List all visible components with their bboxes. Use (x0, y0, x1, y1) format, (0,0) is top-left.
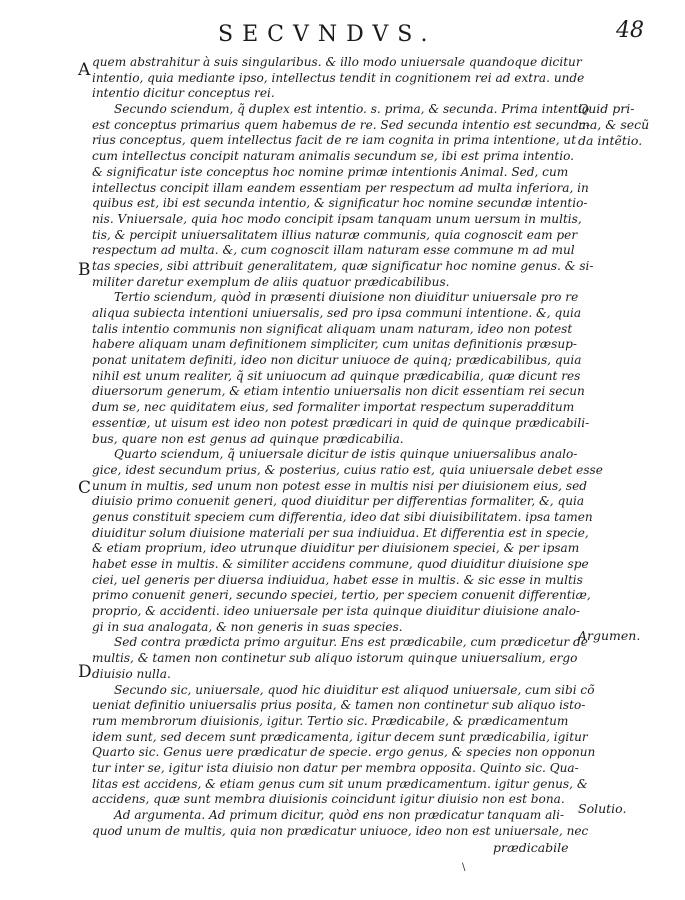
margin-note-line: ma, & secũ (578, 117, 650, 132)
margin-note-line: Solutio. (578, 801, 627, 816)
margin-note-line: Quid pri- (578, 101, 635, 116)
running-head: SECVNDVS. (218, 22, 437, 47)
text-line: accidens, quæ sunt membra diuisionis coincidunt igitur diuisio non est bona. (92, 792, 565, 807)
margin-letter-c: C (78, 478, 92, 498)
text-line: quod unum de multis, quia non prædicatur uniuoce, ideo non est uniuersale, nec (92, 823, 589, 838)
text-line: tis, & percipit uniuersalitatem illius naturæ communis, quia cognoscit eam per (92, 227, 578, 242)
text-line: intellectus concipit illam eandem essentiam per respectum ad multa inferiora, in (92, 180, 589, 195)
text-line: rius conceptus, quem intellectus facit de re iam cognita in prima intentione, ut (92, 133, 577, 148)
text-line: proprio, & accidenti. ideo uniuersale per ista quinque diuiditur diuisione analo- (92, 604, 581, 619)
text-line: Tertio sciendum, quòd in præsenti diuisione non diuiditur uniuersale pro re (114, 290, 579, 305)
text-line: tur inter se, igitur ista diuisio non datur per membra opposita. Quinto sic. Qua- (92, 760, 579, 775)
margin-letter-b: B (78, 260, 91, 280)
text-line: quem abstrahitur à suis singularibus. & illo modo uniuersale quandoque dicitur (92, 55, 582, 69)
text-line: Quarto sciendum, q̃ uniuersale dicitur de istis quinque uniuersalibus analo- (114, 447, 578, 462)
text-line: diuersorum generum, & etiam intentio uniuersalis non dicit essentiam rei secun (92, 384, 585, 399)
text-line: essentiæ, ut uisum est ideo non potest prædicari in quid de quinque prædicabili- (92, 415, 590, 430)
text-line: idem sunt, sed decem sunt prædicamenta, igitur decem sunt prædicabilia, igitur (92, 729, 588, 744)
text-line: Secundo sic, uniuersale, quod hic diuiditur est aliquod uniuersale, cum sibi cõ (114, 682, 595, 697)
text-line: cum intellectus concipit naturam animalis secundum se, ibi est prima intentio. (92, 149, 575, 164)
text-line: quibus est, ibi est secunda intentio, & significatur hoc nomine secundæ intentio- (92, 196, 588, 211)
text-line: diuiditur solum diuisione materiali per sua indiuidua. Et differentia est in specie, (92, 525, 589, 540)
text-line: ueniat definitio uniuersalis prius posita, & tamen non continetur sub aliquo isto- (92, 698, 586, 713)
text-line: Secundo sciendum, q̃ duplex est intentio. s. prima, & secunda. Prima intentio (114, 102, 590, 117)
text-line: habere aliquam unam definitionem simpliciter, cum unitas definitionis præsup- (92, 337, 577, 352)
margin-note-line: Argumen. (578, 628, 641, 643)
text-line: nihil est unum realiter, q̃ sit uniuocum ad quinque prædicabilia, quæ dicunt res (92, 368, 581, 383)
text-line: gice, idest secundum prius, & posterius, cuius ratio est, quia uniuersale debet esse (92, 462, 603, 477)
text-line: genus constituit speciem cum differentia, ideo dat sibi diuisibilitatem. ipsa tamen (92, 509, 593, 524)
text-line: diuisio nulla. (92, 666, 171, 681)
text-line: militer daretur exemplum de aliis quatuor prædicabilibus. (92, 274, 450, 289)
margin-note-line: da intẽtio. (578, 133, 643, 148)
page-number: 48 (616, 18, 644, 43)
text-line: dum se, nec quiditatem eius, sed formaliter importat respectum superadditum (92, 400, 575, 415)
text-line: primo conuenit generi, secundo speciei, tertio, per speciem conuenit differentiæ, (92, 588, 591, 603)
text-line: ciei, uel generis per diuersa indiuidua, habet esse in multis. & sic esse in multis (92, 572, 583, 587)
margin-letter-a: A (78, 60, 91, 80)
text-line: & etiam proprium, ideo utrunque diuiditur per diuisionem speciei, & per ipsam (92, 541, 580, 556)
stray-mark: \ (462, 862, 466, 873)
text-line: Quarto sic. Genus uere prædicatur de specie. ergo genus, & species non opponun (92, 745, 596, 760)
margin-note-solutio (578, 801, 626, 817)
text-line: rum membrorum diuisionis, igitur. Tertio sic. Prædicabile, & prædicamentum (92, 713, 569, 728)
text-line: Ad argumenta. Ad primum dicitur, quòd ens non prædicatur tanquam ali- (114, 808, 565, 822)
text-line: bus, quare non est genus ad quinque prædicabilia. (92, 431, 404, 446)
text-line: tas species, sibi attribuit generalitatem, quæ significatur hoc nomine genus. & si- (92, 258, 594, 273)
text-line: est conceptus primarius quem habemus de re. Sed secunda intentio est secunda- (92, 117, 591, 132)
text-line: gi in sua analogata, & non generis in suas species. (92, 619, 403, 634)
text-line: intentio dicitur conceptus rei. (92, 86, 275, 101)
text-line: habet esse in multis. & similiter accidens commune, quod diuiditur diuisione spe (92, 557, 589, 571)
text-line: & significatur iste conceptus hoc nomine primæ intentionis Animal. Sed, cum (92, 164, 569, 179)
text-line: nis. Vniuersale, quia hoc modo concipit ipsam tanquam unum uersum in multis, (92, 211, 582, 226)
text-line: diuisio primo conuenit generi, quod diuiditur per differentias formaliter, &, quia (92, 494, 585, 509)
text-line: Sed contra prædicta primo arguitur. Ens est prædicabile, cum prædicetur de (114, 635, 588, 650)
text-line: intentio, quia mediante ipso, intellectus tendit in cognitionem rei ad extra. unde (92, 70, 585, 85)
text-line: aliqua subiecta intentioni uniuersalis, sed pro ipsa communi intentione. &, quia (92, 306, 582, 320)
text-line: respectum ad multa. &, cum cognoscit illam naturam esse commune m ad mul (92, 243, 575, 258)
margin-letter-d: D (78, 662, 92, 682)
text-line: litas est accidens, & etiam genus cum sit unum prædicamentum. igitur genus, & (92, 776, 588, 791)
text-line: ponat unitatem definiti, ideo non dicitur uniuoce de quinq; prædicabilibus, quia (92, 353, 582, 368)
catchword: prædicabile (493, 840, 569, 855)
text-line: talis intentio communis non significat aliquam unam naturam, ideo non potest (92, 321, 573, 336)
text-line: multis, & tamen non continetur sub aliquo istorum quinque uniuersalium, ergo (92, 651, 578, 666)
text-line: unum in multis, sed unum non potest esse in multis nisi per diuisionem eius, sed (92, 478, 587, 493)
